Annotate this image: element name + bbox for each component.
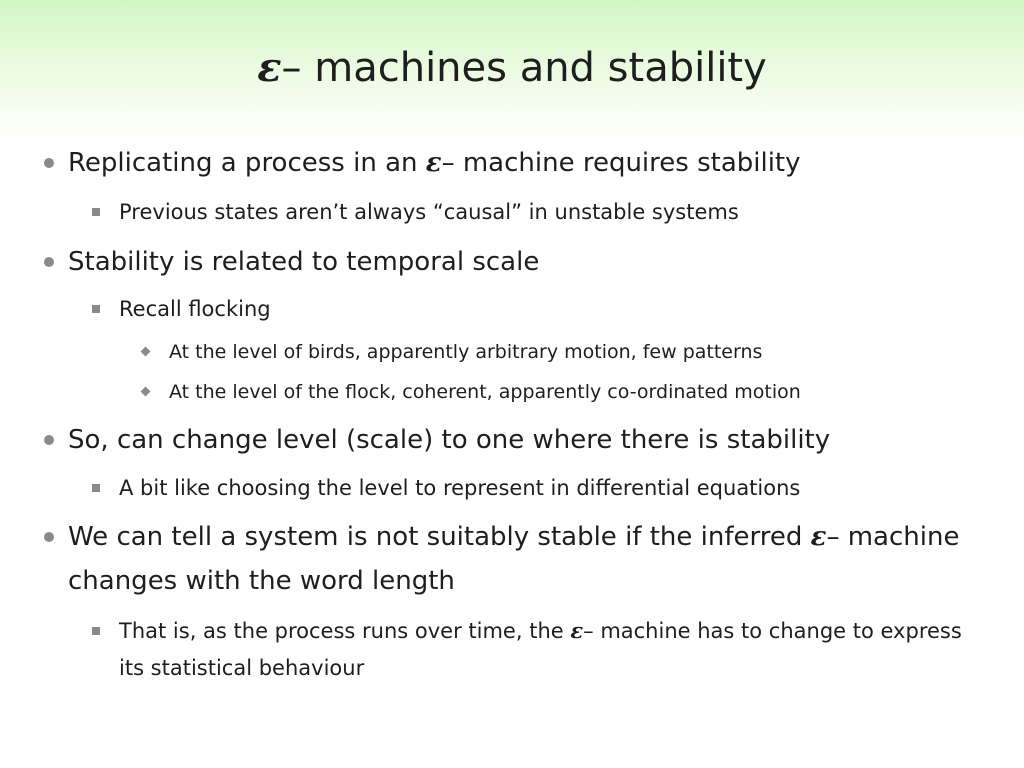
bullet-item: Replicating a process in an ε– machine requires stability — [68, 148, 801, 178]
square-bullet-icon — [92, 484, 100, 492]
diamond-bullet-icon — [141, 347, 151, 357]
sub-sub-bullet-item: At the level of the flock, coherent, apparently co-ordinated motion — [169, 381, 801, 403]
sub-bullet-item: A bit like choosing the level to represent in differential equations — [119, 476, 801, 500]
bullet-item: Stability is related to temporal scale — [68, 247, 540, 277]
round-bullet-icon — [44, 158, 54, 168]
epsilon-symbol: ε — [257, 44, 282, 91]
round-bullet-icon — [44, 435, 54, 445]
epsilon-symbol: ε — [810, 522, 827, 552]
square-bullet-icon — [92, 208, 100, 216]
epsilon-symbol: ε — [425, 148, 442, 178]
bullet-item: We can tell a system is not suitably stable if the inferred ε– machine changes with the word length — [68, 522, 960, 596]
sub-bullet-item: Previous states aren’t always “causal” in unstable systems — [119, 200, 739, 224]
square-bullet-icon — [92, 305, 100, 313]
round-bullet-icon — [44, 532, 54, 542]
epsilon-symbol: ε — [570, 618, 584, 643]
sub-bullet-item: Recall flocking — [119, 297, 271, 321]
bullet-item: So, can change level (scale) to one where there is stability — [68, 425, 831, 455]
slide-title-text: – machines and stability — [281, 45, 767, 91]
diamond-bullet-icon — [141, 387, 151, 397]
sub-bullet-item: That is, as the process runs over time, the ε– machine has to change to express its statistical behaviour — [119, 618, 962, 680]
round-bullet-icon — [44, 257, 54, 267]
square-bullet-icon — [92, 627, 100, 635]
sub-sub-bullet-item: At the level of birds, apparently arbitrary motion, few patterns — [169, 341, 763, 363]
